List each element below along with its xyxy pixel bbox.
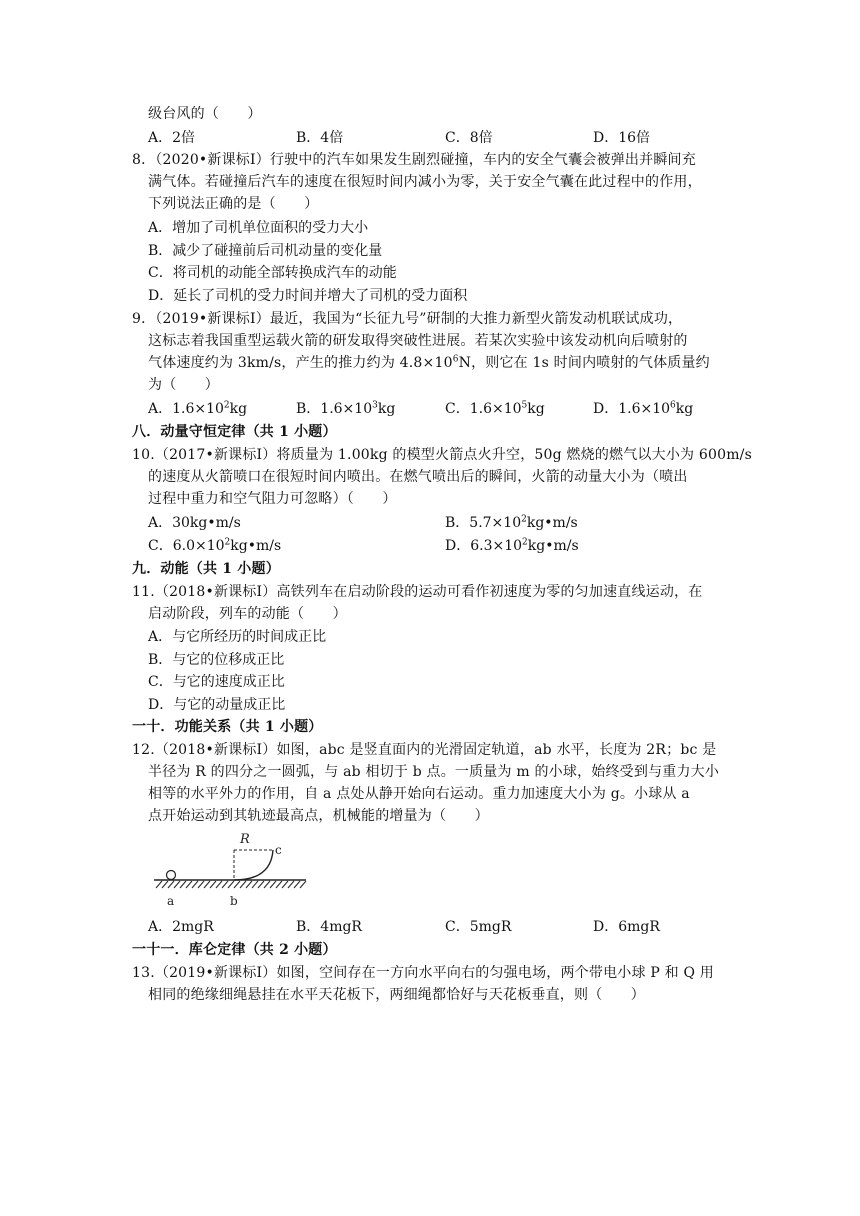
q10-option-d	[445, 536, 579, 556]
q8-line-2: 满气体。若碰撞后汽车的速度在很短时间内减小为零，关于安全气囊在此过程中的作用，	[148, 174, 702, 190]
label-a: a	[167, 894, 175, 908]
option-exponent: 3	[372, 400, 378, 411]
q12-option-a: A．2mgR	[148, 919, 214, 935]
q12-option-c: C．5mgR	[445, 919, 512, 935]
option-text: D．6.3×10	[445, 538, 523, 554]
q11-option-d: D．与它的动量成正比	[148, 697, 286, 713]
option-exponent: 5	[521, 400, 528, 411]
q11-line-1: 11.（2018•新课标Ⅰ）高铁列车在启动阶段的运动可看作初速度为零的匀加速直线运动，在	[132, 584, 703, 600]
q12-line-2: 半径为 R 的四分之一圆弧，与 ab 相切于 b 点。一质量为 m 的小球，始终受到与重力大小	[148, 764, 720, 780]
q12-option-b: B．4mgR	[296, 919, 362, 935]
option-unit: kg	[229, 401, 248, 417]
q12-option-d: D．6mgR	[593, 919, 660, 935]
q9-option-c	[445, 399, 545, 419]
q8-option-a: A．增加了司机单位面积的受力大小	[148, 220, 369, 236]
q11-line-2: 启动阶段，列车的动能（ ）	[148, 606, 347, 622]
q12-line-3: 相等的水平外力的作用，自 a 点处从静开始向右运动。重力加速度大小为 g。小球从 a	[148, 786, 690, 802]
option-exponent: 2	[224, 537, 231, 548]
q12-line-1: 12.（2018•新课标Ⅰ）如图，abc 是竖直面内的光滑固定轨道，ab 水平，长度为 2R；bc 是	[132, 742, 717, 758]
q9-line-3-text: 气体速度约为 3km/s，产生的推力约为 4.8×10	[148, 355, 453, 371]
section-heading-10: 一十．功能关系（共 1 小题）	[132, 719, 323, 735]
q8-option-b: B．减少了碰撞前后司机动量的变化量	[148, 243, 383, 259]
q8-option-c: C．将司机的动能全部转换成汽车的动能	[148, 265, 397, 281]
ground-hatching	[156, 881, 306, 888]
label-b: b	[230, 894, 238, 908]
track-diagram	[150, 828, 310, 912]
section-heading-9: 九．动能（共 1 小题）	[132, 561, 280, 577]
option-unit: kg•m/s	[527, 538, 579, 554]
q10-line-3: 过程中重力和空气阻力可忽略）（ ）	[148, 491, 397, 507]
q10-line-1: 10.（2017•新课标Ⅰ）将质量为 1.00kg 的模型火箭点火升空，50g 燃烧的燃气以大小为 600m/s	[132, 447, 752, 463]
q10-option-b	[445, 513, 578, 533]
q11-option-c: C．与它的速度成正比	[148, 674, 285, 690]
q7-option-d: D．16倍	[593, 130, 651, 146]
q12-line-4: 点开始运动到其轨迹最高点，机械能的增量为（ ）	[148, 808, 489, 824]
q13-line-1: 13.（2019•新课标Ⅰ）如图，空间存在一方向水平向右的匀强电场，两个带电小球 P 和 Q 用	[132, 965, 714, 981]
q9-line-4: 为（ ）	[148, 377, 219, 393]
q8-line-1: 8．（2020•新课标Ⅰ）行驶中的汽车如果发生剧烈碰撞，车内的安全气囊会被弹出并瞬间充	[132, 152, 696, 168]
section-heading-11: 一十一．库仑定律（共 2 小题）	[132, 942, 337, 958]
q9-option-b	[296, 399, 395, 419]
option-exponent: 6	[670, 400, 676, 411]
option-unit: kg•m/s	[526, 515, 578, 531]
q9-line-1: 9．（2019•新课标Ⅰ）最近，我国为“长征九号”研制的大推力新型火箭发动机联试成功，	[132, 311, 683, 327]
label-c: c	[275, 843, 282, 857]
q7-option-c: C．8倍	[445, 130, 493, 146]
option-text: D．1.6×10	[593, 401, 671, 417]
option-unit: kg	[377, 401, 396, 417]
q9-line-3	[148, 353, 710, 373]
q11-option-a: A．与它所经历的时间成正比	[148, 629, 327, 645]
option-text: B．5.7×10	[445, 515, 522, 531]
q7-tail-line: 级台风的（ ）	[148, 106, 262, 122]
option-exponent: 2	[223, 400, 230, 411]
q9-option-a	[148, 399, 247, 419]
ball	[167, 871, 176, 880]
option-unit: kg	[675, 401, 694, 417]
q9-line-3-exponent: 6	[452, 354, 459, 365]
option-text: C．1.6×10	[445, 401, 522, 417]
option-unit: kg•m/s	[230, 538, 282, 554]
section-heading-8: 八．动量守恒定律（共 1 小题）	[132, 424, 337, 440]
q7-option-a: A．2倍	[148, 130, 196, 146]
q9-option-d	[593, 399, 693, 419]
q8-line-3: 下列说法正确的是（ ）	[148, 196, 319, 212]
q13-line-2: 相同的绝缘细绳悬挂在水平天花板下，两细绳都恰好与天花板垂直，则（ ）	[148, 987, 645, 1003]
quarter-arc-bc	[234, 850, 273, 880]
q7-option-b: B．4倍	[296, 130, 344, 146]
label-r: R	[240, 832, 250, 847]
q9-line-2: 这标志着我国重型运载火箭的研发取得突破性进展。若某次实验中该发动机向后喷射的	[148, 333, 688, 349]
q10-option-a	[148, 513, 241, 533]
option-exponent: 2	[521, 514, 527, 525]
option-text: A．1.6×10	[148, 401, 224, 417]
q10-line-2: 的速度从火箭喷口在很短时间内喷出。在燃气喷出后的瞬间，火箭的动量大小为（喷出	[148, 469, 688, 485]
option-text: A．30kg•m/s	[148, 515, 241, 531]
q10-option-c	[148, 536, 281, 556]
option-unit: kg	[527, 401, 545, 417]
option-text: B．1.6×10	[296, 401, 373, 417]
option-exponent: 2	[522, 537, 528, 548]
q11-option-b: B．与它的位移成正比	[148, 652, 285, 668]
option-text: C．6.0×10	[148, 538, 225, 554]
q9-line-3-tail: N，则它在 1s 时间内喷射的气体质量约	[458, 355, 710, 371]
q8-option-d: D．延长了司机的受力时间并增大了司机的受力面积	[148, 288, 468, 304]
